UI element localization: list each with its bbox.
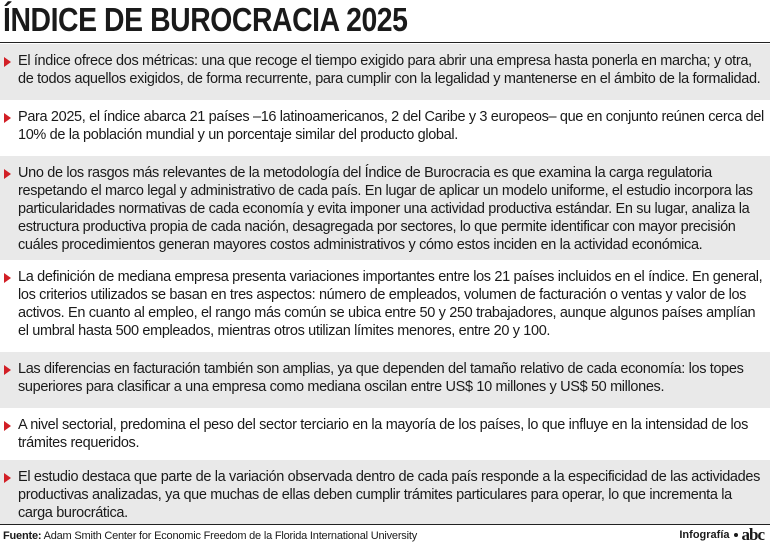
credit-label: Infografía — [679, 529, 730, 541]
title-divider — [0, 42, 770, 43]
section-text: Para 2025, el índice abarca 21 países –16 latinoamericanos, 2 del Caribe y 3 europeos– que en conjunto reúnen cerca del 10% de la población mundial y un porcentaje similar del producto global. — [18, 109, 764, 143]
source-note — [3, 529, 417, 543]
credit — [679, 527, 764, 543]
bullet-arrow-icon — [4, 473, 11, 483]
abc-logo: abc — [741, 525, 764, 544]
section-facturacion — [0, 352, 770, 408]
section-sectorial — [0, 408, 770, 460]
section-metricas — [0, 44, 770, 100]
bullet-arrow-icon — [4, 169, 11, 179]
footer-divider — [0, 524, 770, 525]
bullet-arrow-icon — [4, 421, 11, 431]
separator-dot-icon — [734, 533, 738, 537]
bullet-arrow-icon — [4, 365, 11, 375]
section-text: A nivel sectorial, predomina el peso del sector terciario en la mayoría de los países, lo que influye en la intensidad de los trámites requeridos. — [18, 417, 749, 451]
bullet-arrow-icon — [4, 113, 11, 123]
source-label: Fuente: — [3, 530, 42, 542]
section-variacion — [0, 460, 770, 524]
page-title: ÍNDICE DE BUROCRACIA 2025 — [3, 1, 408, 38]
section-text: El estudio destaca que parte de la variación observada dentro de cada país responde a la especificidad de las actividades productivas analizadas, ya que muchas de ellas deben cumplir trámites particulares para operar, lo que incrementa la carga burocrática. — [18, 469, 760, 521]
section-text: Uno de los rasgos más relevantes de la metodología del Índice de Burocracia es que examina la carga regulatoria respetando el marco legal y administrativo de cada país. En lugar de aplicar un modelo uniforme, el estudio incorpora las particularidades normativas de cada economía y evita imponer una actividad productiva estándar. En su lugar, analiza la estructura productiva propia de cada nación, desagregada por sectores, lo que permite identificar con mayor precisión cuáles procedimientos generan mayores costos administrativos y cómo estos inciden en la actividad económica. — [18, 165, 753, 253]
section-metodologia — [0, 156, 770, 260]
source-text: Adam Smith Center for Economic Freedom de la Florida International University — [43, 530, 418, 542]
section-paises — [0, 100, 770, 156]
section-text: La definición de mediana empresa presenta variaciones importantes entre los 21 países incluidos en el índice. En general, los criterios utilizados se basan en tres aspectos: número de empleados, volumen de facturación o ventas y valor de los activos. En cuanto al empleo, el rango más común se ubica entre 50 y 250 trabajadores, aunque algunos países amplían el umbral hasta 500 empleados, mientras otros utilizan límites menores, entre 20 y 100. — [18, 269, 763, 339]
content-sections — [0, 44, 770, 524]
section-mediana-empresa — [0, 260, 770, 352]
bullet-arrow-icon — [4, 273, 11, 283]
section-text: El índice ofrece dos métricas: una que recoge el tiempo exigido para abrir una empresa hasta ponerla en marcha; y otra, de todos aquellos exigidos, de forma recurrente, para cumplir con la legalidad y mantenerse en el ámbito de la formalidad. — [18, 53, 761, 87]
section-text: Las diferencias en facturación también son amplias, ya que dependen del tamaño relativo de cada economía: los topes superiores para clasificar a una empresa como mediana oscilan entre US$ 10 millones y US$ 50 millones. — [18, 361, 744, 395]
bullet-arrow-icon — [4, 57, 11, 67]
